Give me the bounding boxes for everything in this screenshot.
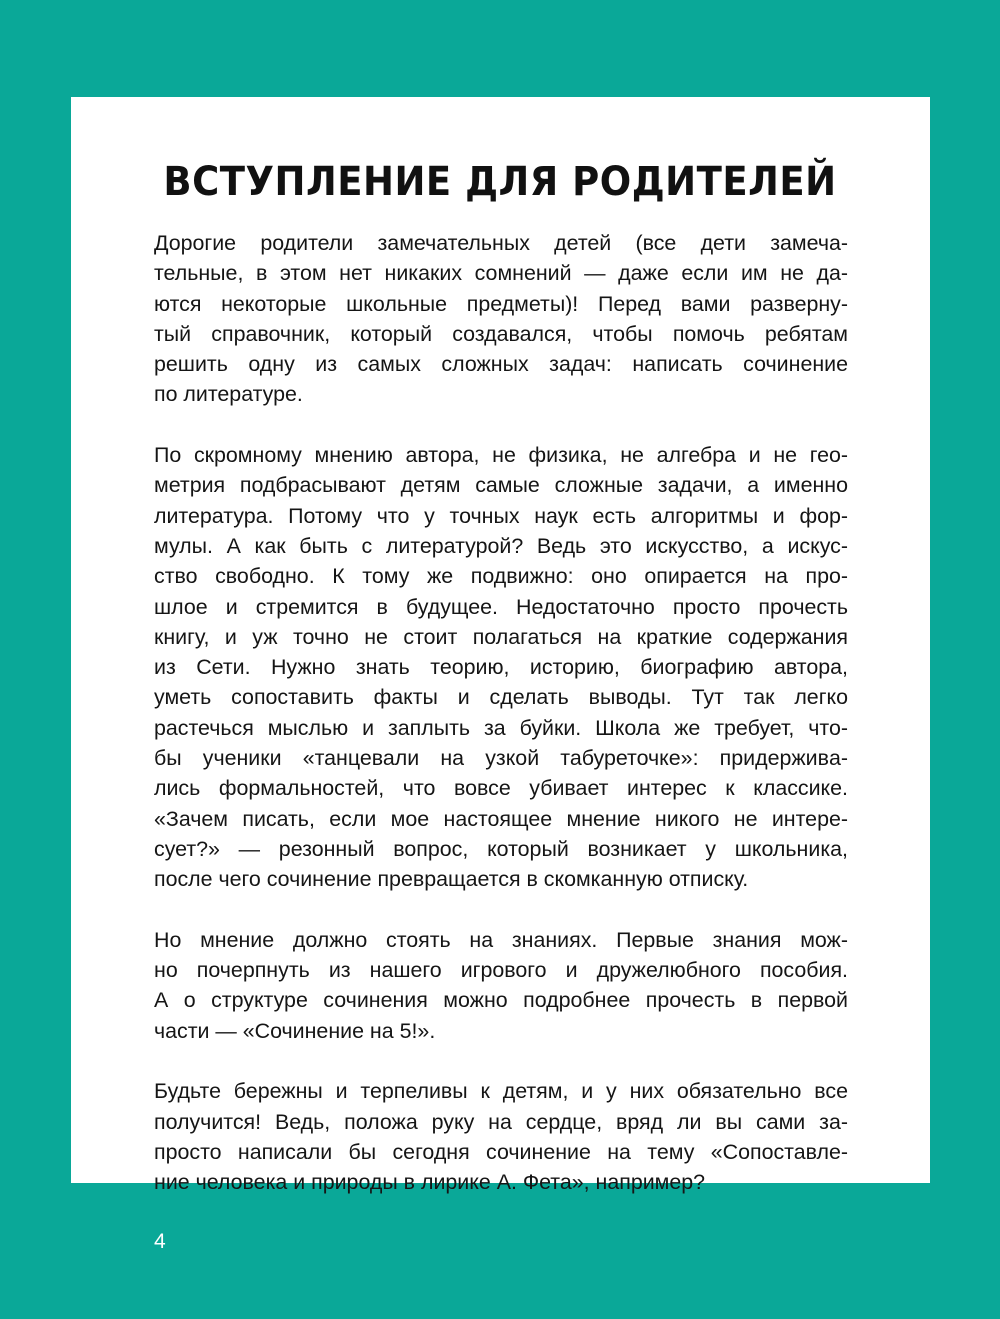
text-line: по литературе.: [154, 382, 303, 407]
text-line: но почерпнуть из нашего игрового и дружелюбного пособия.: [154, 958, 848, 983]
text-line: части — «Сочинение на 5!».: [154, 1018, 436, 1043]
text-line: лись формальностей, что вовсе убивает интерес к классике.: [154, 776, 848, 801]
text-line: растечься мыслью и заплыть за буйки. Школа же требует, что-: [154, 715, 848, 740]
page-title: ВСТУПЛЕНИЕ ДЛЯ РОДИТЕЛЕЙ: [163, 158, 837, 205]
paragraph-3: [154, 925, 848, 1046]
paragraph-2: [154, 440, 848, 894]
text-line: По скромному мнению автора, не физика, не алгебра и не гео-: [154, 443, 848, 468]
text-line: решить одну из самых сложных задач: написать сочинение: [154, 352, 848, 377]
text-line: бы ученики «танцевали на узкой табуреточке»: придерживa-: [154, 746, 848, 771]
text-line: из Сети. Нужно знать теорию, историю, биографию автора,: [154, 655, 848, 680]
text-line: уметь сопоставить факты и сделать выводы. Тут так легко: [154, 685, 848, 710]
text-line: ство свободно. К тому же подвижно: оно опирается на про-: [154, 564, 848, 589]
text-line: Дорогие родители замечательных детей (все дети замеча-: [154, 231, 848, 255]
text-line: ются некоторые школьные предметы)! Перед вами разверну-: [154, 291, 848, 316]
text-line: «Зачем писать, если мое настоящее мнение никого не интере-: [154, 806, 848, 831]
text-line: метрия подбрасывают детям самые сложные задачи, а именно: [154, 473, 848, 498]
body-text: [154, 228, 848, 1198]
text-line: литература. Потому что у точных наук есть алгоритмы и фор-: [154, 503, 848, 528]
text-line: после чего сочинение превращается в скомканную отписку.: [154, 867, 749, 892]
page-number: 4: [154, 1230, 166, 1253]
text-line: шлое и стремится в будущее. Недостаточно просто прочесть: [154, 594, 848, 619]
text-line: тый справочник, который создавался, чтобы помочь ребятам: [154, 321, 848, 346]
text-line: ние человека и природы в лирике А. Фета», например?: [154, 1170, 706, 1195]
text-line: тельные, в этом нет никаких сомнений — даже если им не да-: [154, 261, 848, 286]
text-line: книгу, и уж точно не стоит полагаться на краткие содержания: [154, 624, 848, 649]
text-line: Будьте бережны и терпеливы к детям, и у них обязательно все: [154, 1079, 848, 1104]
paragraph-4: [154, 1076, 848, 1197]
paragraph-1: [154, 228, 848, 410]
text-line: сует?» — резонный вопрос, который возникает у школьника,: [154, 836, 848, 861]
text-line: мулы. А как быть с литературой? Ведь это искусство, а искус-: [154, 533, 848, 558]
text-line: А о структуре сочинения можно подробнее прочесть в первой: [154, 988, 848, 1013]
text-line: получится! Ведь, положа руку на сердце, вряд ли вы сами за-: [154, 1109, 848, 1134]
text-line: Но мнение должно стоять на знаниях. Первые знания мож-: [154, 927, 848, 952]
text-line: просто написали бы сегодня сочинение на тему «Сопоставле-: [154, 1139, 848, 1164]
